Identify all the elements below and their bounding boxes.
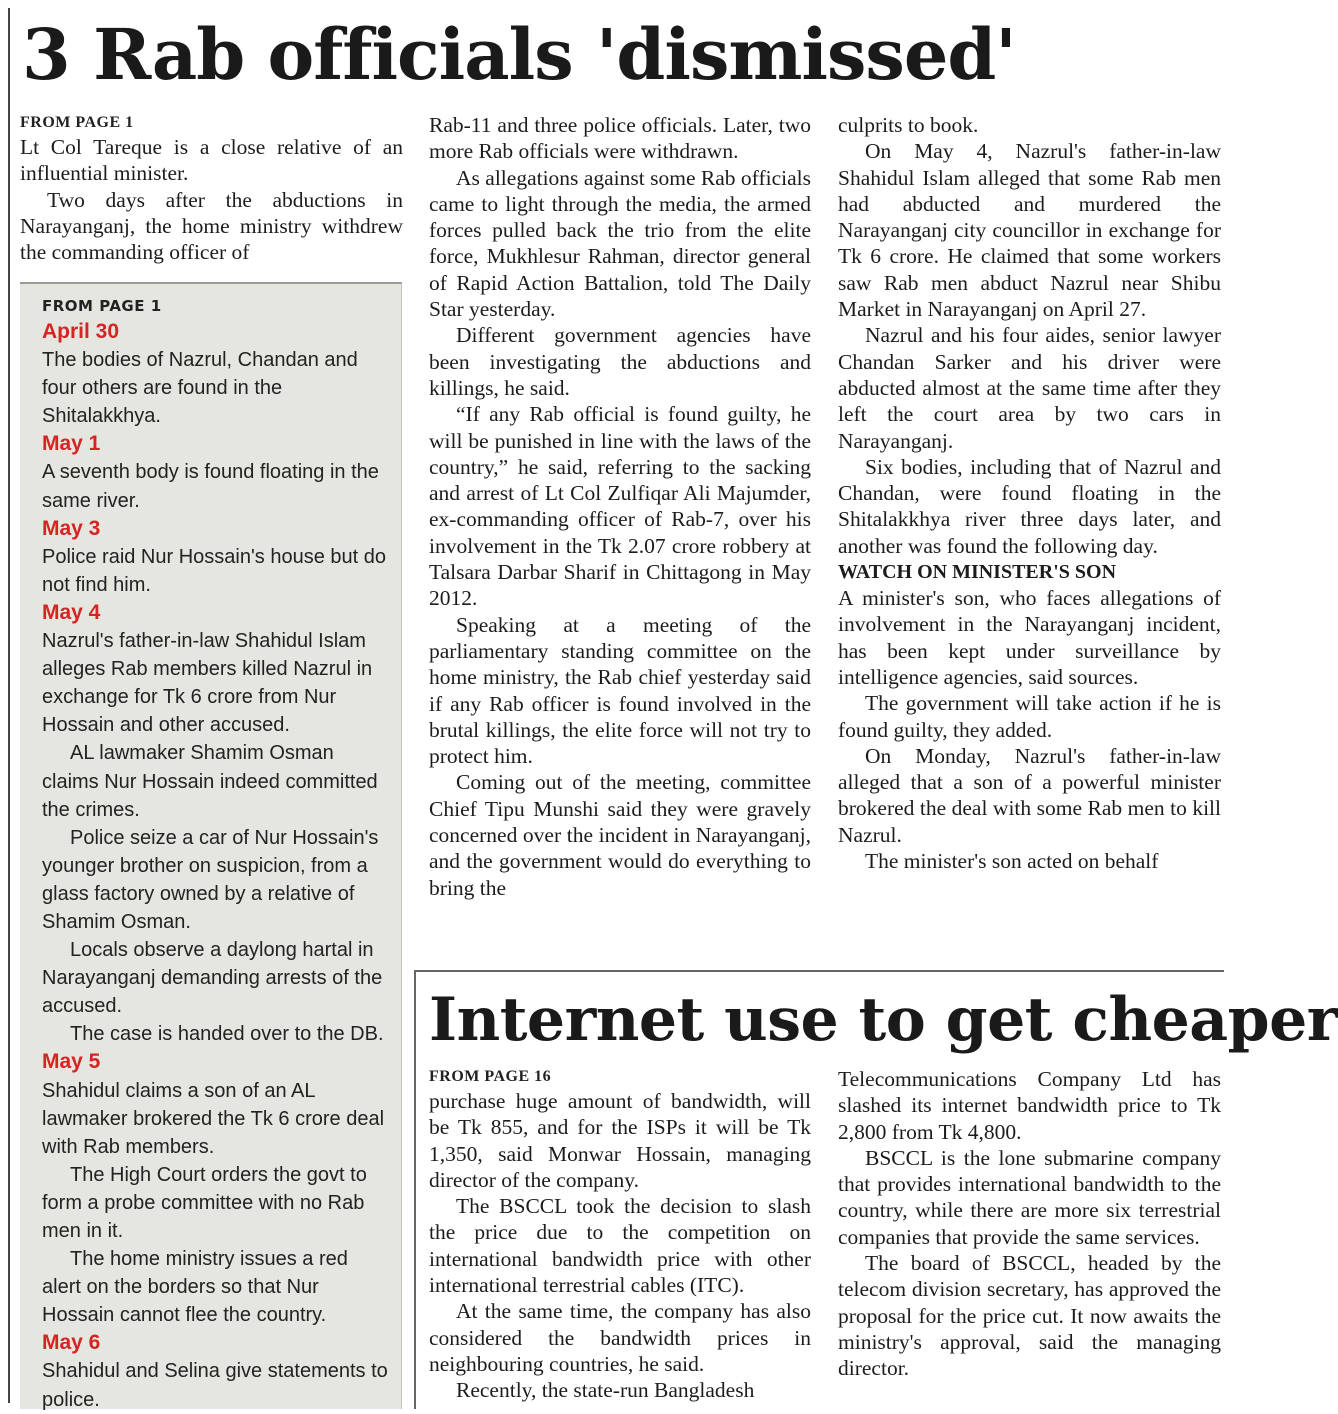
timeline-entry: The home ministry issues a red alert on the borders so that Nur Hossain cannot flee the country. [42, 1248, 348, 1327]
story2-col1-para: Recently, the state-run Bangladesh [456, 1378, 755, 1403]
timeline-entry: Shahidul and Selina give statements to police. [42, 1360, 388, 1411]
timeline-entry: The High Court orders the govt to form a probe committee with no Rab men in it. [42, 1163, 367, 1242]
story2-col2-para: BSCCL is the lone submarine company that provides international bandwidth to the country, while there are more six terrestrial companies that provide the same services. [838, 1145, 1221, 1249]
story1-kicker: FROM PAGE 1 [20, 114, 134, 131]
story1-column-2 [429, 112, 811, 901]
timeline-entry: Locals observe a daylong hartal in Narayanganj demanding arrests of the accused. [42, 939, 383, 1018]
story1-subhead: WATCH ON MINISTER'S SON [838, 561, 1117, 584]
timeline-sidebar [20, 282, 402, 1409]
timeline-entry: The bodies of Nazrul, Chandan and four others are found in the Shitalakkhya. [42, 349, 358, 428]
story1-col3-para: On May 4, Nazrul's father-in-law Shahidul Islam alleged that some Rab men had abducted and murdered the Narayanganj city councillor in exchange for Tk 6 crore. He claimed that some workers saw Rab men abduct Nazrul near Shibu Market in Narayanganj on April 27. [838, 139, 1221, 322]
timeline-date: May 1 [42, 432, 101, 456]
story1-col3-para: culprits to book. [838, 113, 979, 137]
story1-col2-para: As allegations against some Rab officials came to light through the media, the armed forces pulled back the trio from the elite force, Mukhlesur Rahman, director general of Rapid Action Battalion, told The Daily Star yesterday. [429, 165, 811, 322]
timeline-entry: Shahidul claims a son of an AL lawmaker brokered the Tk 6 crore deal with Rab members. [42, 1079, 385, 1158]
story1-col3-para: Six bodies, including that of Nazrul and Chandan, were found floating in the Shitalakkhya river three days later, and another was found the following day. [838, 454, 1221, 558]
timeline-date: May 4 [42, 600, 101, 624]
story1-col1-para: Two days after the abductions in Narayanganj, the home ministry withdrew the commanding officer of [20, 187, 403, 265]
timeline-entry: AL lawmaker Shamim Osman claims Nur Hossain indeed committed the crimes. [42, 742, 378, 821]
story2-col1-para: purchase huge amount of bandwidth, will be Tk 855, and for the ISPs it will be Tk 1,350, said Monwar Hossain, managing director of the company. [429, 1089, 811, 1192]
story1-column-1 [20, 112, 403, 265]
story1-col2-para: “If any Rab official is found guilty, he will be punished in line with the laws of the country,” he said, referring to the sacking and arrest of Lt Col Zulfiqar Ali Majumder, ex-commanding officer of Rab-7, over his involvement in the Tk 2.07 crore robbery at Talsara Darbar Sharif in Chittagong in May 2012. [429, 402, 811, 611]
timeline-date: May 6 [42, 1331, 101, 1355]
story1-col3-para: The minister's son acted on behalf [865, 849, 1159, 874]
story1-col2-para: Coming out of the meeting, committee Chief Tipu Munshi said they were gravely concerned over the incident in Narayanganj, and the government would do everything to bring the [429, 770, 811, 900]
headline-rab-officials: 3 Rab officials 'dismissed' [22, 13, 1016, 96]
story1-column-3 [838, 112, 1221, 874]
story2-col2-para: The board of BSCCL, headed by the telecom division secretary, has approved the proposal for the price cut. It now awaits the ministry's approval, said the managing director. [838, 1251, 1221, 1381]
story1-col3-para: Nazrul and his four aides, senior lawyer Chandan Sarker and his driver were abducted almost at the same time after they left the court area by two cars in Narayanganj. [838, 323, 1221, 453]
story1-col2-para: Speaking at a meeting of the parliamentary standing committee on the home ministry, the Rab chief yesterday said if any Rab officer is found involved in the brutal killings, the elite force will not try to protect him. [429, 612, 811, 769]
story1-col3-para: A minister's son, who faces allegations of involvement in the Narayanganj incident, has been kept under surveillance by intelligence agencies, said sources. [838, 586, 1221, 689]
timeline-kicker: FROM PAGE 1 [42, 297, 162, 315]
story2-column-2 [838, 1066, 1221, 1382]
timeline-entry: Police raid Nur Hossain's house but do not find him. [42, 545, 387, 596]
story2-col2-para: Telecommunications Company Ltd has slashed its internet bandwidth price to Tk 2,800 from Tk 4,800. [838, 1067, 1221, 1144]
story2-col1-para: At the same time, the company has also considered the bandwidth prices in neighbouring countries, he said. [429, 1299, 811, 1376]
story2-column-1 [429, 1066, 811, 1404]
timeline-entry: A seventh body is found floating in the same river. [42, 461, 379, 512]
timeline-date: May 3 [42, 516, 101, 540]
timeline-entry: Police seize a car of Nur Hossain's younger brother on suspicion, from a glass factory owned by a relative of Shamim Osman. [42, 826, 379, 933]
story2-col1-para: The BSCCL took the decision to slash the price due to the competition on international bandwidth price with other international terrestrial cables (ITC). [429, 1194, 811, 1298]
story1-col1-para: Lt Col Tareque is a close relative of an influential minister. [20, 135, 403, 186]
story1-col2-para: Rab-11 and three police officials. Later, two more Rab officials were withdrawn. [429, 113, 811, 164]
timeline-entry: The case is handed over to the DB. [70, 1023, 384, 1046]
story1-col3-para: On Monday, Nazrul's father-in-law alleged that a son of a powerful minister brokered the deal with some Rab men to kill Nazrul. [838, 743, 1221, 847]
timeline-content [42, 294, 392, 1414]
timeline-date: May 5 [42, 1050, 101, 1074]
story1-col3-para: The government will take action if he is found guilty, they added. [838, 691, 1221, 742]
story2-kicker: FROM PAGE 16 [429, 1068, 552, 1085]
timeline-date: April 30 [42, 320, 120, 343]
timeline-entry: Nazrul's father-in-law Shahidul Islam alleges Rab members killed Nazrul in exchange for Tk 6 crore from Nur Hossain and other accused. [42, 630, 373, 737]
story1-col2-para: Different government agencies have been investigating the abductions and killings, he said. [429, 323, 811, 400]
headline-internet-cheaper: Internet use to get cheaper [429, 985, 1338, 1055]
left-column-rule [8, 8, 10, 1403]
